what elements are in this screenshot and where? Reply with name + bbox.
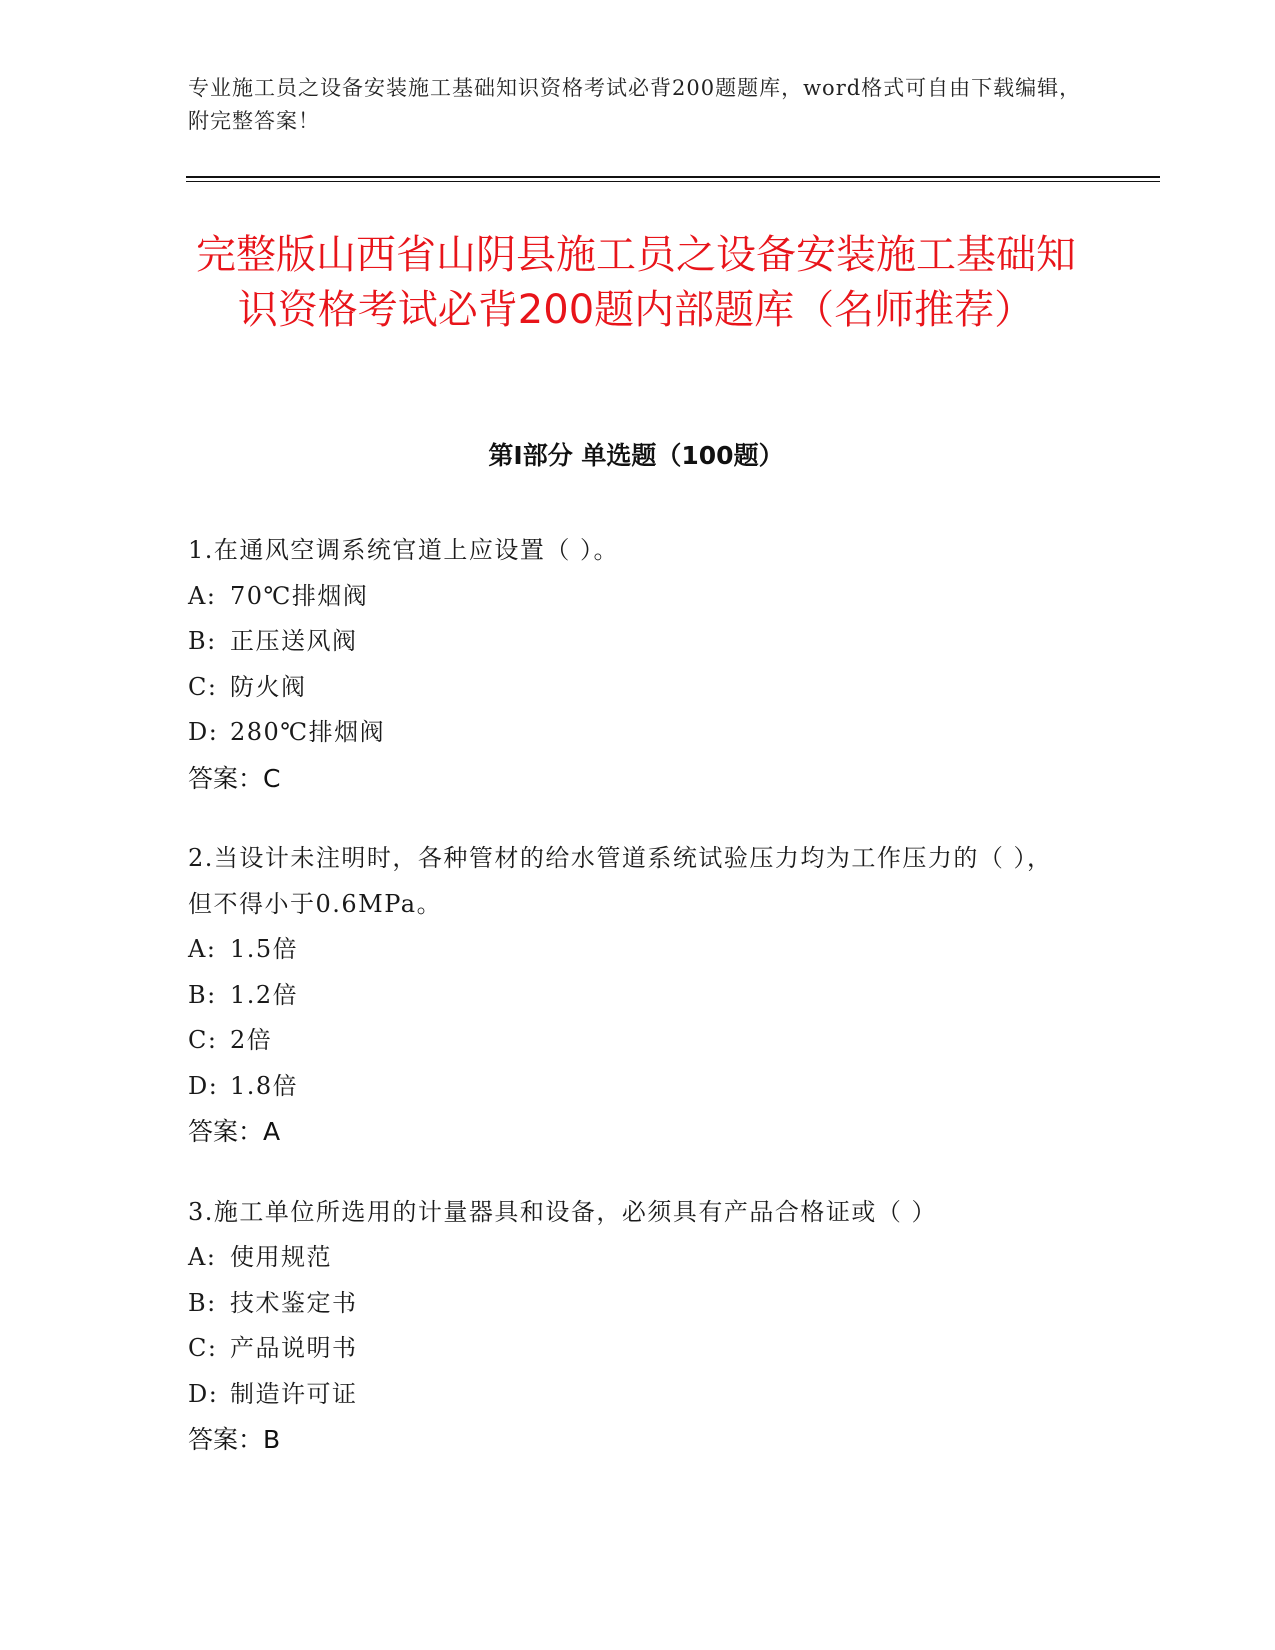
option-letter: A: [188, 935, 217, 963]
question-stem: 3.施工单位所选用的计量器具和设备，必须具有产品合格证或（ ） [188, 1197, 938, 1226]
option-text: 70℃排烟阀 [230, 581, 369, 610]
option-text: 2倍 [230, 1026, 273, 1054]
header-divider-thick [186, 176, 1160, 178]
option-letter: C: [188, 672, 218, 701]
option-letter: D: [188, 1071, 219, 1100]
question-item [188, 528, 1068, 801]
option-text: 技术鉴定书 [230, 1288, 358, 1317]
option-a [188, 927, 1068, 973]
option-text: 1.8倍 [230, 1071, 299, 1100]
document-title: 完整版山西省山阴县施工员之设备安装施工基础知识资格考试必背200题内部题库（名师推荐） [196, 232, 1076, 333]
option-letter: C: [188, 1026, 218, 1054]
question-item [188, 836, 1068, 1155]
option-a [188, 574, 1068, 620]
option-text: 1.2倍 [230, 980, 299, 1009]
option-d [188, 1064, 1068, 1110]
option-b [188, 973, 1068, 1019]
option-c [188, 1018, 1068, 1064]
option-text: 正压送风阀 [230, 627, 358, 655]
question-stem: 1.在通风空调系统官道上应设置（ ）。 [188, 536, 620, 564]
option-text: 制造许可证 [230, 1379, 358, 1408]
option-b [188, 619, 1068, 665]
option-letter: A: [188, 1243, 217, 1271]
option-text: 280℃排烟阀 [230, 718, 386, 746]
option-d [188, 710, 1068, 756]
header-divider-thin [186, 181, 1160, 182]
option-text: 防火阀 [230, 672, 307, 701]
option-a [188, 1235, 1068, 1281]
option-text: 1.5倍 [230, 935, 299, 963]
question-list [188, 528, 1068, 1498]
option-text: 产品说明书 [230, 1334, 358, 1362]
option-letter: D: [188, 718, 219, 746]
answer-line: 答案：B [188, 1425, 281, 1454]
option-b [188, 1281, 1068, 1327]
question-item [188, 1190, 1068, 1463]
option-letter: D: [188, 1379, 219, 1408]
option-c [188, 1326, 1068, 1372]
answer-line: 答案：A [188, 1117, 281, 1146]
answer-line: 答案：C [188, 763, 281, 793]
option-letter: C: [188, 1334, 218, 1362]
header-note: 专业施工员之设备安装施工基础知识资格考试必背200题题库，word格式可自由下载编辑，附完整答案！ [188, 76, 1082, 133]
option-letter: B: [188, 980, 217, 1009]
option-letter: A: [188, 581, 217, 610]
option-c [188, 665, 1068, 711]
question-stem: 2.当设计未注明时，各种管材的给水管道系统试验压力均为工作压力的（ ），但不得小于0.6MPa。 [188, 844, 1053, 918]
option-letter: B: [188, 627, 217, 655]
option-letter: B: [188, 1288, 217, 1317]
section-heading: 第I部分 单选题（100题） [488, 441, 784, 470]
option-text: 使用规范 [230, 1243, 332, 1271]
option-d [188, 1372, 1068, 1418]
